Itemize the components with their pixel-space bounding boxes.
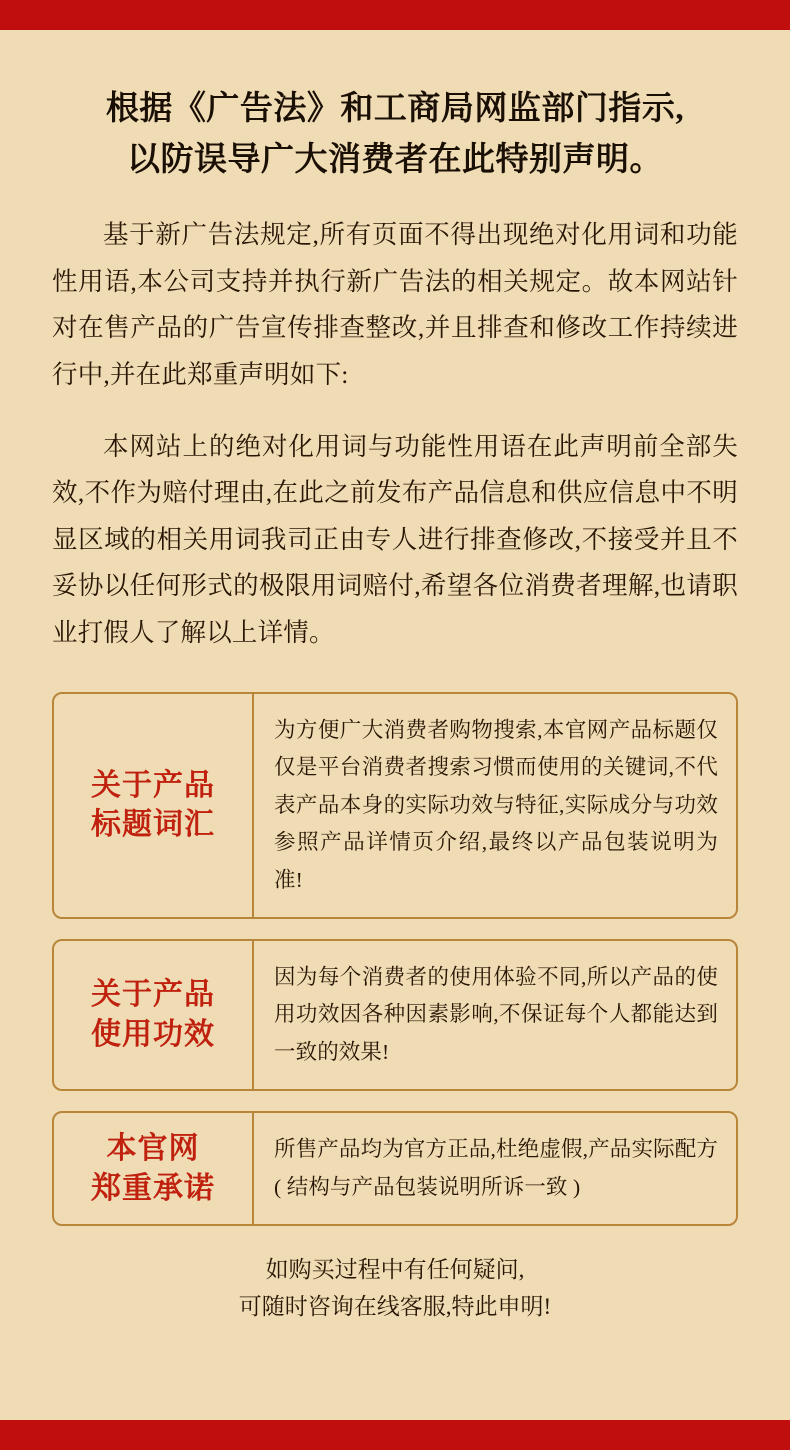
card-title-line-2: 郑重承诺 [91,1171,215,1205]
footer-line-1: 如购买过程中有任何疑问, [265,1257,525,1282]
card-title-line-1: 关于产品 [91,978,215,1012]
card-title-line-2: 使用功效 [91,1018,215,1052]
card-body: 所售产品均为官方正品,杜绝虚假,产品实际配方( 结构与产品包装说明所诉一致 ) [274,1137,718,1199]
card-official-promise [52,1111,738,1226]
card-title-line-2: 标题词汇 [91,808,215,842]
card-body: 因为每个消费者的使用体验不同,所以产品的使用功效因各种因素影响,不保证每个人都能达到一致的效果! [274,964,718,1064]
footer-line-2: 可随时咨询在线客服,特此申明! [238,1293,552,1319]
page-title-line-1: 根据《广告法》和工商局网监部门指示, [105,91,685,127]
card-title-line-1: 本官网 [106,1132,200,1165]
card-title-line-1: 关于产品 [91,768,215,802]
footer-note [52,1252,738,1326]
statement-paragraph-2: 本网站上的绝对化用词与功能性用语在此声明前全部失效,不作为赔付理由,在此之前发布产品信息和供应信息中不明显区域的相关用词我司正由专人进行排查修改,不接受并且不妥协以任何形式的极限用词赔付,希望各位消费者理解,也请职业打假人了解以上详情。 [52,431,738,647]
card-title [54,941,254,1089]
card-body: 为方便广大消费者购物搜索,本官网产品标题仅仅是平台消费者搜索习惯而使用的关键词,不代表产品本身的实际功效与特征,实际成分与功效参照产品详情页介绍,最终以产品包装说明为准! [274,717,718,892]
page-title [52,84,738,186]
statement-card-list [52,692,738,1226]
card-product-title-terms [52,692,738,919]
card-title [54,694,254,917]
card-title [54,1113,254,1224]
statement-paragraph-1: 基于新广告法规定,所有页面不得出现绝对化用词和功能性用语,本公司支持并执行新广告法的相关规定。故本网站针对在售产品的广告宣传排查整改,并且排查和修改工作持续进行中,并在此郑重声明如下: [52,220,738,389]
announcement-panel [0,30,790,1420]
page-title-line-2: 以防误导广大消费者在此特别声明。 [127,142,663,179]
card-product-efficacy [52,939,738,1091]
